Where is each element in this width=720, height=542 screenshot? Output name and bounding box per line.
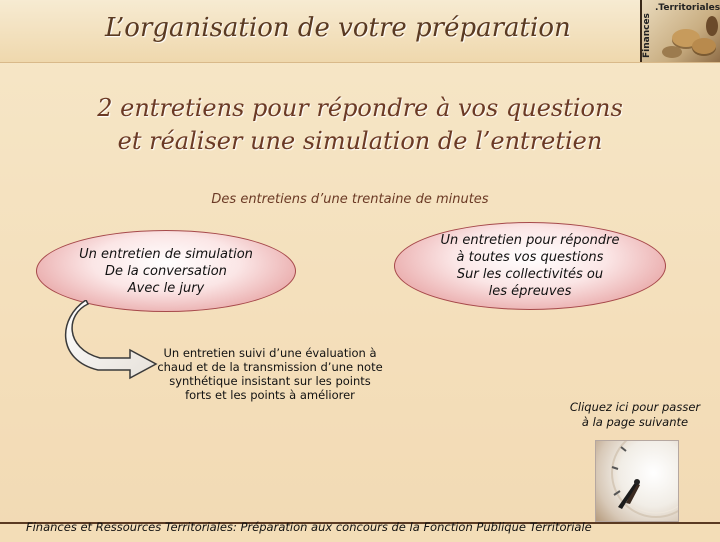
logo-text-territoriales: .Territoriales bbox=[655, 3, 720, 13]
clock-icon bbox=[596, 441, 678, 521]
questions-interview-bubble bbox=[394, 222, 666, 310]
main-subtitle: 2 entretiens pour répondre à vos questions et réaliser une simulation de l’entretien bbox=[97, 94, 623, 155]
next-page-link[interactable]: Cliquez ici pour passer à la page suivante bbox=[569, 400, 701, 429]
page-title: L’organisation de votre préparation bbox=[105, 13, 571, 43]
followup-description: Un entretien suivi d’une évaluation à chaud et de la transmission d’une note synthétique insistant sur les points forts et les points à améliorer bbox=[157, 346, 383, 402]
logo-text-finances: Finances bbox=[642, 13, 652, 58]
duration-text: Des entretiens d’une trentaine de minutes bbox=[211, 192, 489, 207]
simulation-interview-text: Un entretien de simulation De la conversation Avec le jury bbox=[79, 246, 253, 296]
questions-interview-text: Un entretien pour répondre à toutes vos questions Sur les collectivités ou les épreuves bbox=[440, 233, 620, 299]
footer-text: Finances et Ressources Territoriales: Préparation aux concours de la Fonction Publique Territoriale bbox=[26, 520, 592, 534]
next-page-clock-button[interactable] bbox=[595, 440, 679, 522]
